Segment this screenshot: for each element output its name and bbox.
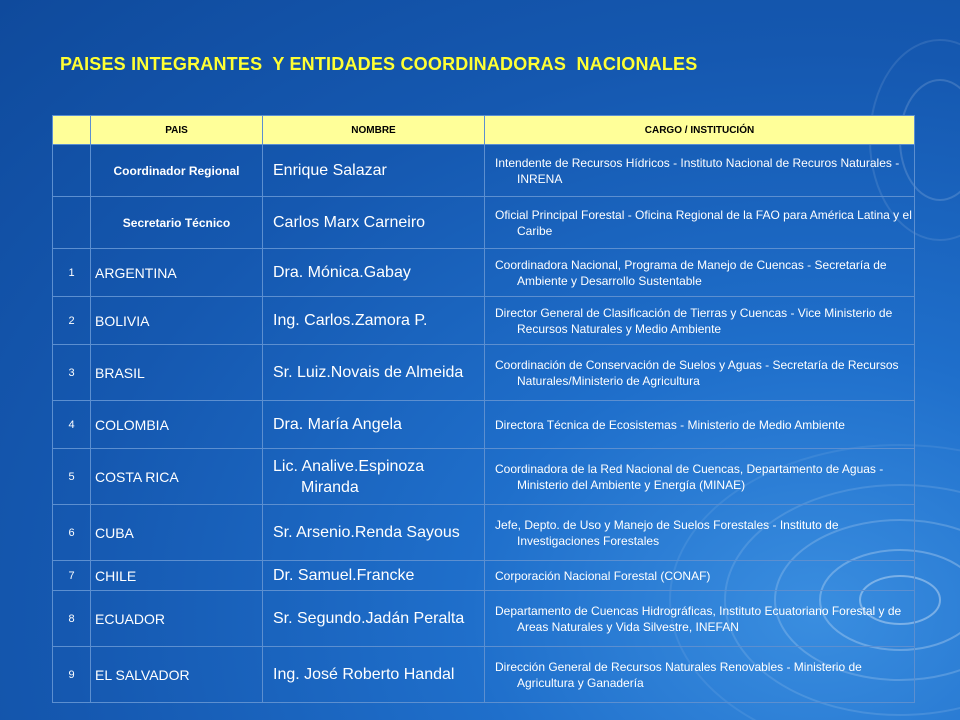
row-nombre-cell [263, 505, 485, 561]
row-nombre-cell [263, 401, 485, 449]
row-pais: EL SALVADOR [91, 647, 263, 703]
row-nombre: Carlos Marx Carneiro [273, 214, 426, 231]
row-number: 2 [53, 297, 91, 345]
row-cargo: Coordinadora Nacional, Programa de Manejo de Cuencas - Secretaría de Ambiente y Desarrollo Sustentable [495, 257, 887, 288]
row-cargo: Coordinación de Conservación de Suelos y Aguas - Secretaría de Recursos Naturales/Ministerio de Agricultura [495, 357, 899, 388]
row-pais: BOLIVIA [91, 297, 263, 345]
row-pais: COSTA RICA [91, 449, 263, 505]
row-cargo: Directora Técnica de Ecosistemas - Ministerio de Medio Ambiente [495, 417, 845, 432]
row-number: 6 [53, 505, 91, 561]
row-cargo: Jefe, Depto. de Uso y Manejo de Suelos Forestales - Instituto de Investigaciones Forestales [495, 517, 839, 548]
table-row [53, 297, 915, 345]
table-row [53, 591, 915, 647]
row-nombre: Sr. Arsenio.Renda Sayous [273, 524, 460, 541]
table-row [53, 449, 915, 505]
row-nombre-cell [263, 249, 485, 297]
table-row [53, 145, 915, 197]
row-cargo: Corporación Nacional Forestal (CONAF) [495, 568, 711, 583]
row-cargo-cell [485, 197, 915, 249]
row-nombre: Ing. Carlos.Zamora P. [273, 312, 428, 329]
row-cargo-cell [485, 647, 915, 703]
row-pais: CHILE [91, 561, 263, 591]
row-number: 7 [53, 561, 91, 591]
row-cargo-cell [485, 449, 915, 505]
row-number [53, 197, 91, 249]
countries-table [52, 115, 915, 703]
row-pais: COLOMBIA [91, 401, 263, 449]
page-title: PAISES INTEGRANTES Y ENTIDADES COORDINADORAS NACIONALES [60, 54, 698, 74]
row-pais: ECUADOR [91, 591, 263, 647]
table-row [53, 345, 915, 401]
row-number: 5 [53, 449, 91, 505]
row-nombre: Dra. María Angela [273, 416, 402, 433]
table-row [53, 561, 915, 591]
row-cargo-cell [485, 249, 915, 297]
header-nombre: NOMBRE [263, 116, 485, 145]
table-row [53, 249, 915, 297]
row-cargo-cell [485, 591, 915, 647]
row-nombre: Sr. Segundo.Jadán Peralta [273, 610, 465, 627]
row-number: 3 [53, 345, 91, 401]
row-nombre-cell [263, 197, 485, 249]
row-number: 8 [53, 591, 91, 647]
header-num [53, 116, 91, 145]
row-cargo: Departamento de Cuencas Hidrográficas, Instituto Ecuatoriano Forestal y de Areas Naturales y Vida Silvestre, INEFAN [495, 603, 902, 634]
row-nombre: Sr. Luiz.Novais de Almeida [273, 364, 464, 381]
header-pais: PAIS [91, 116, 263, 145]
row-cargo: Director General de Clasificación de Tierras y Cuencas - Vice Ministerio de Recursos Naturales y Medio Ambiente [495, 305, 893, 336]
row-nombre-cell [263, 591, 485, 647]
row-nombre-cell [263, 145, 485, 197]
row-nombre-cell [263, 297, 485, 345]
row-cargo: Intendente de Recursos Hídricos - Instituto Nacional de Recuros Naturales - INRENA [495, 155, 900, 186]
row-nombre: Ing. José Roberto Handal [273, 666, 455, 683]
row-number: 4 [53, 401, 91, 449]
row-cargo-cell [485, 145, 915, 197]
table-row [53, 401, 915, 449]
row-cargo: Oficial Principal Forestal - Oficina Regional de la FAO para América Latina y el Caribe [495, 207, 912, 238]
table-row [53, 197, 915, 249]
row-nombre: Dr. Samuel.Francke [273, 567, 415, 584]
row-pais: ARGENTINA [91, 249, 263, 297]
row-number: 1 [53, 249, 91, 297]
row-pais: Coordinador Regional [91, 145, 263, 197]
row-nombre-cell [263, 345, 485, 401]
table-row [53, 505, 915, 561]
row-number: 9 [53, 647, 91, 703]
row-cargo-cell [485, 345, 915, 401]
row-nombre-cell [263, 449, 485, 505]
row-cargo: Coordinadora de la Red Nacional de Cuencas, Departamento de Aguas - Ministerio del Ambiente y Energía (MINAE) [495, 461, 884, 492]
row-nombre: Lic. Analive.Espinoza Miranda [273, 457, 425, 496]
row-nombre: Enrique Salazar [273, 162, 387, 179]
row-nombre-cell [263, 561, 485, 591]
row-nombre: Dra. Mónica.Gabay [273, 264, 411, 281]
row-cargo-cell [485, 505, 915, 561]
table-row [53, 647, 915, 703]
row-cargo: Dirección General de Recursos Naturales Renovables - Ministerio de Agricultura y Ganadería [495, 659, 862, 690]
row-cargo-cell [485, 401, 915, 449]
row-pais: CUBA [91, 505, 263, 561]
row-nombre-cell [263, 647, 485, 703]
row-cargo-cell [485, 561, 915, 591]
row-number [53, 145, 91, 197]
row-pais: BRASIL [91, 345, 263, 401]
table-header-row [53, 116, 915, 145]
row-cargo-cell [485, 297, 915, 345]
header-cargo: CARGO / INSTITUCIÓN [485, 116, 915, 145]
row-pais: Secretario Técnico [91, 197, 263, 249]
